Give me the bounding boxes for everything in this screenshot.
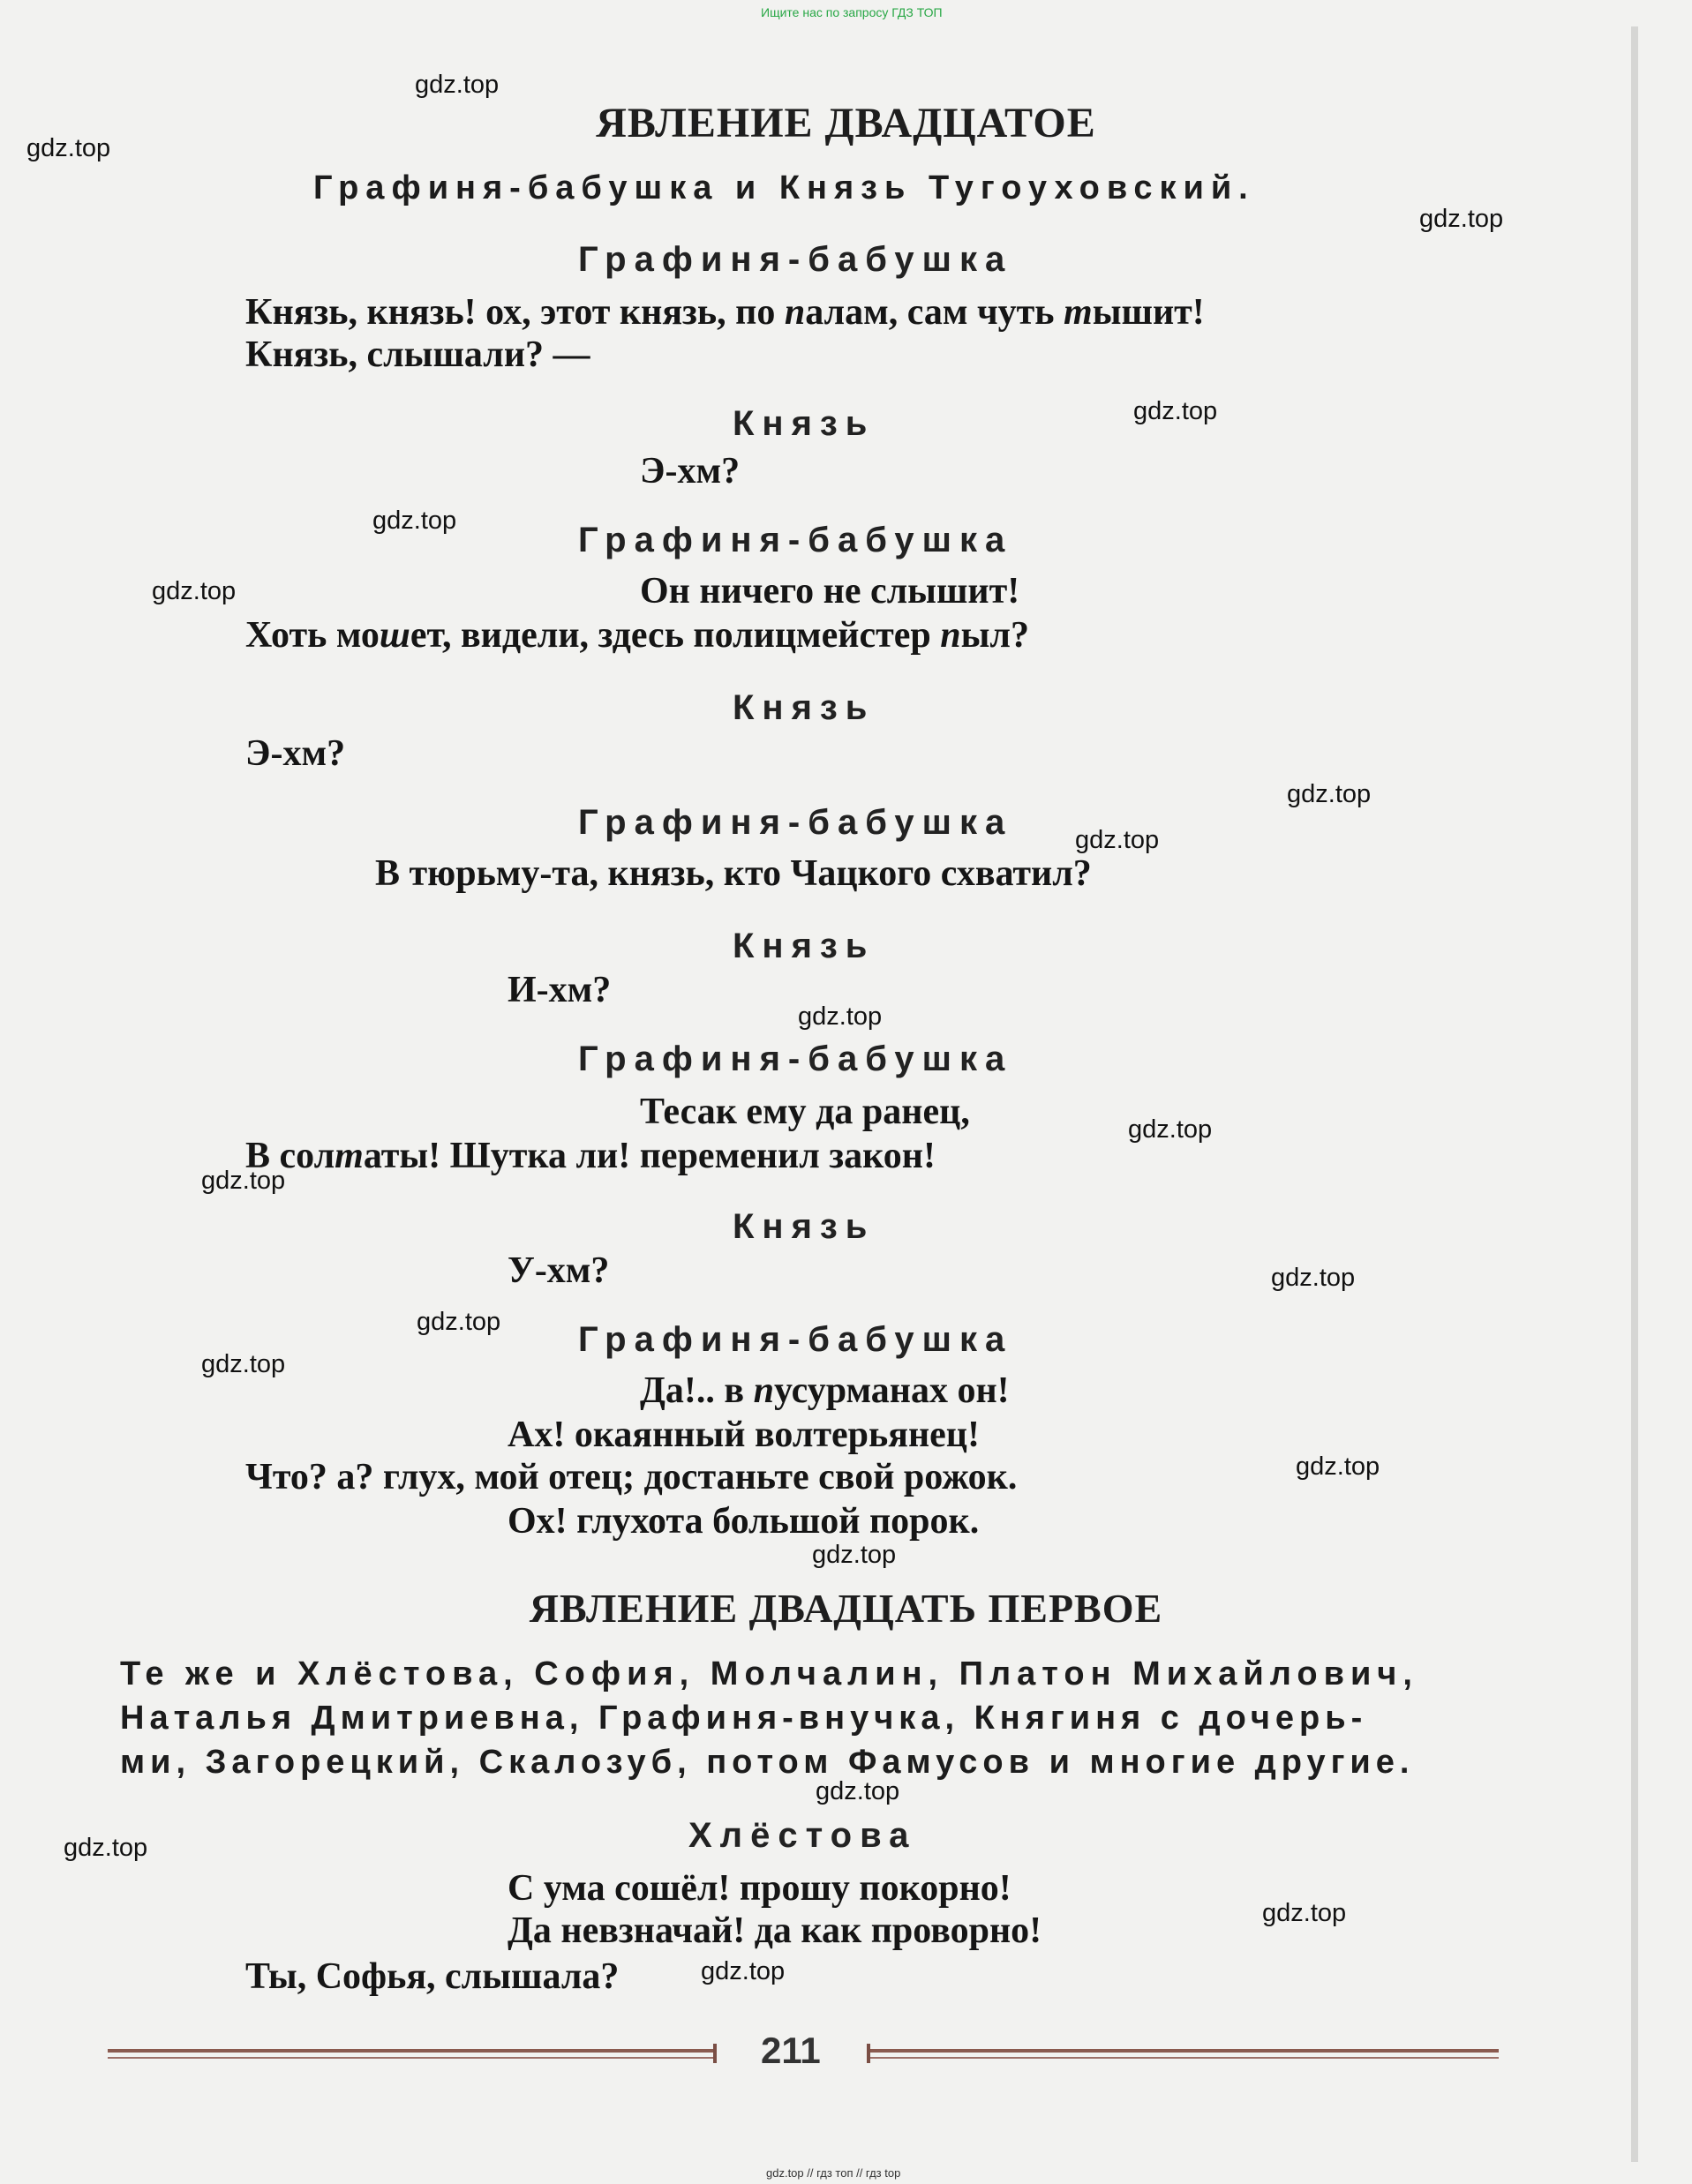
watermark: gdz.top: [201, 1167, 286, 1195]
scene-characters-line: Те же и Хлёстова, София, Молчалин, Платон Михайлович,: [120, 1655, 1418, 1692]
verse-line: Да невзначай! да как проворно!: [508, 1910, 1042, 1951]
verse-line: Он ничего не слышит!: [640, 571, 1020, 612]
watermark: gdz.top: [816, 1777, 900, 1805]
footer-rule-left: [108, 2049, 715, 2053]
speaker-label: Князь: [733, 1207, 876, 1246]
verse-line: Ты, Софья, слышала?: [245, 1956, 620, 1997]
verse-line: С ума сошёл! прошу покорно!: [508, 1868, 1011, 1909]
footer-rule-right-thin: [870, 2057, 1499, 2059]
speaker-label: Князь: [733, 927, 876, 965]
speaker-label: Графиня-бабушка: [578, 803, 1013, 842]
watermark: gdz.top: [372, 507, 457, 535]
verse-line: И-хм?: [508, 970, 612, 1010]
bottom-notice: gdz.top // гдз топ // гдз top: [766, 2166, 901, 2180]
footer-rule-cap-left: [713, 2044, 717, 2063]
watermark: gdz.top: [201, 1350, 286, 1378]
verse-line: Э-хм?: [640, 451, 741, 492]
watermark: gdz.top: [1262, 1899, 1347, 1927]
speaker-label: Хлёстова: [688, 1816, 917, 1855]
speaker-label: Графиня-бабушка: [578, 521, 1013, 559]
verse-line: Что? а? глух, мой отец; достаньте свой рожок.: [245, 1457, 1018, 1497]
watermark: gdz.top: [701, 1957, 786, 1985]
scene-title: ЯВЛЕНИЕ ДВАДЦАТОЕ: [596, 100, 1096, 146]
speaker-label: Князь: [733, 688, 876, 727]
watermark: gdz.top: [812, 1541, 897, 1569]
watermark: gdz.top: [1271, 1264, 1356, 1292]
speaker-label: Графиня-бабушка: [578, 1320, 1013, 1359]
scene-characters: Графиня-бабушка и Князь Тугоуховский.: [313, 169, 1255, 206]
watermark: gdz.top: [64, 1834, 148, 1862]
verse-line: В солтаты! Шутка ли! переменил закон!: [245, 1136, 936, 1176]
speaker-label: Графиня-бабушка: [578, 240, 1013, 279]
watermark: gdz.top: [1128, 1115, 1213, 1144]
verse-line: Князь, князь! ох, этот князь, по палам, сам чуть тышит!: [245, 292, 1205, 333]
watermark: gdz.top: [1075, 826, 1160, 854]
verse-line: Тесак ему да ранец,: [640, 1092, 970, 1132]
watermark: gdz.top: [415, 71, 500, 99]
verse-line: Ах! окаянный волтерьянец!: [508, 1415, 980, 1455]
scene-characters-line: Наталья Дмитриевна, Графиня-внучка, Княгиня с дочерь-: [120, 1700, 1368, 1737]
watermark: gdz.top: [1287, 780, 1372, 808]
footer-rule-right: [870, 2049, 1499, 2053]
scene-title: ЯВЛЕНИЕ ДВАДЦАТЬ ПЕРВОЕ: [529, 1586, 1163, 1631]
verse-line: Хоть мошет, видели, здесь полицмейстер пыл?: [245, 615, 1029, 656]
verse-line: Да!.. в пусурманах он!: [640, 1370, 1010, 1411]
watermark: gdz.top: [1296, 1452, 1380, 1481]
verse-line: У-хм?: [508, 1250, 610, 1291]
watermark: gdz.top: [798, 1002, 883, 1031]
page-number: 211: [761, 2030, 821, 2071]
verse-line: Ох! глухота большой порок.: [508, 1501, 980, 1542]
footer-rule-cap-right: [867, 2044, 870, 2063]
speaker-label: Князь: [733, 404, 876, 443]
verse-line: Э-хм?: [245, 733, 346, 774]
top-notice: Ищите нас по запросу ГДЗ ТОП: [761, 5, 943, 19]
page-edge: [1631, 26, 1638, 2162]
verse-line: Князь, слышали? —: [245, 334, 590, 375]
watermark: gdz.top: [417, 1308, 501, 1336]
watermark: gdz.top: [26, 134, 111, 162]
watermark: gdz.top: [1133, 397, 1218, 425]
verse-line: В тюрьму-та, князь, кто Чацкого схватил?: [375, 853, 1092, 894]
scene-characters-line: ми, Загорецкий, Скалозуб, потом Фамусов и многие другие.: [120, 1744, 1415, 1781]
watermark: gdz.top: [152, 577, 237, 605]
watermark: gdz.top: [1419, 205, 1504, 233]
speaker-label: Графиня-бабушка: [578, 1039, 1013, 1078]
footer-rule-left-thin: [108, 2057, 715, 2059]
